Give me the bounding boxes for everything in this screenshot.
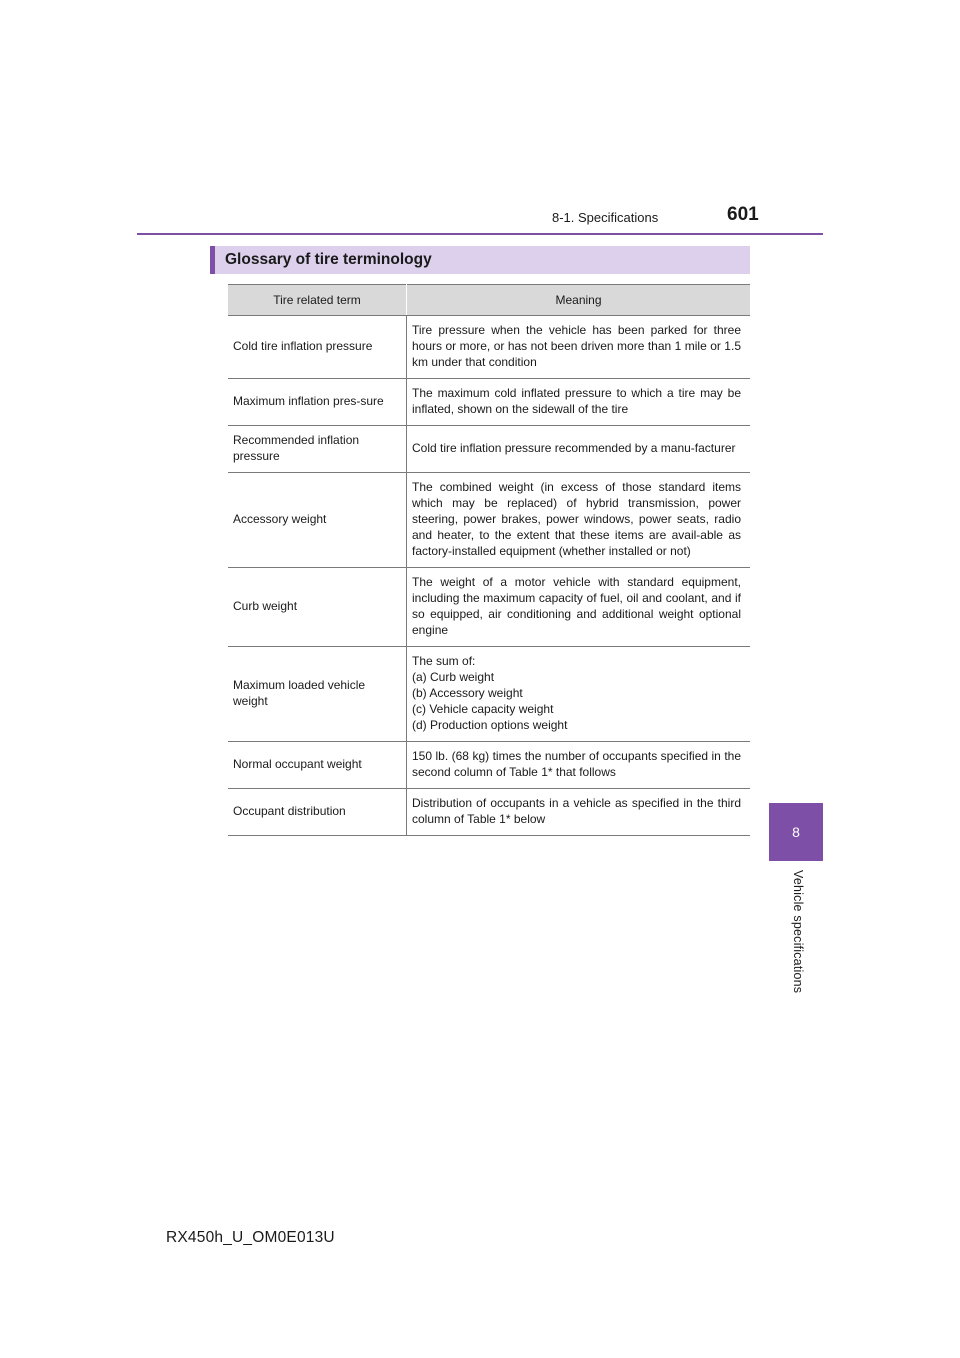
- meaning-cell: [407, 789, 751, 836]
- table-row: [228, 379, 750, 426]
- meaning-line: The weight of a motor vehicle with standard equipment, including the maximum capacity of fuel, oil and coolant, and if so equipped, air conditioning and additional weight optional engine: [412, 575, 741, 637]
- meaning-line: (c) Vehicle capacity weight: [412, 702, 554, 716]
- term-cell: Cold tire inflation pressure: [228, 316, 407, 379]
- term-cell: Maximum inflation pres-sure: [228, 379, 407, 426]
- header-divider: [137, 233, 823, 235]
- meaning-cell: [407, 742, 751, 789]
- term-cell: Normal occupant weight: [228, 742, 407, 789]
- tire-glossary-table: [228, 284, 750, 836]
- table-row: [228, 647, 750, 742]
- meaning-cell: [407, 426, 751, 473]
- meaning-line: Cold tire inflation pressure recommended by a manu-facturer: [412, 441, 736, 455]
- term-cell: Occupant distribution: [228, 789, 407, 836]
- term-cell: Maximum loaded vehicle weight: [228, 647, 407, 742]
- meaning-cell: [407, 647, 751, 742]
- chapter-tab[interactable]: [769, 803, 823, 861]
- meaning-cell: [407, 379, 751, 426]
- table-row: [228, 426, 750, 473]
- term-cell: Recommended inflation pressure: [228, 426, 407, 473]
- table-header-row: [228, 285, 750, 316]
- meaning-line: Distribution of occupants in a vehicle as specified in the third column of Table 1* below: [412, 796, 741, 826]
- column-header-term: Tire related term: [228, 285, 407, 316]
- meaning-line: The maximum cold inflated pressure to which a tire may be inflated, shown on the sidewall of the tire: [412, 386, 741, 416]
- chapter-title: Vehicle specifications: [791, 870, 805, 994]
- chapter-title-vertical: [787, 870, 807, 1010]
- section-heading-text: Glossary of tire terminology: [225, 251, 432, 268]
- table-row: [228, 789, 750, 836]
- meaning-line: The sum of:: [412, 654, 476, 668]
- meaning-line: Tire pressure when the vehicle has been parked for three hours or more, or has not been driven more than 1 mile or 1.5 km under that condition: [412, 323, 741, 369]
- meaning-line: (b) Accessory weight: [412, 686, 523, 700]
- table-row: [228, 316, 750, 379]
- meaning-cell: [407, 473, 751, 568]
- meaning-cell: [407, 568, 751, 647]
- page-number: 601: [727, 204, 759, 225]
- meaning-line: 150 lb. (68 kg) times the number of occupants specified in the second column of Table 1* that follows: [412, 749, 741, 779]
- meaning-line: (a) Curb weight: [412, 670, 495, 684]
- term-cell: Accessory weight: [228, 473, 407, 568]
- meaning-line: (d) Production options weight: [412, 718, 568, 732]
- table-row: [228, 568, 750, 647]
- table-body: [228, 316, 750, 836]
- chapter-number: 8: [792, 824, 800, 840]
- section-heading: [210, 246, 750, 274]
- header-section-title: 8-1. Specifications: [552, 210, 659, 225]
- column-header-meaning: Meaning: [407, 285, 751, 316]
- meaning-line: The combined weight (in excess of those standard items which may be replaced) of hybrid transmission, power steering, power brakes, power windows, power seats, radio and heater, to the extent that these items are avail-able as factory-installed equipment (whether installed or not): [412, 480, 741, 558]
- table-row: [228, 473, 750, 568]
- meaning-cell: [407, 316, 751, 379]
- table-row: [228, 742, 750, 789]
- footer-model-code: RX450h_U_OM0E013U: [166, 1229, 335, 1246]
- term-cell: Curb weight: [228, 568, 407, 647]
